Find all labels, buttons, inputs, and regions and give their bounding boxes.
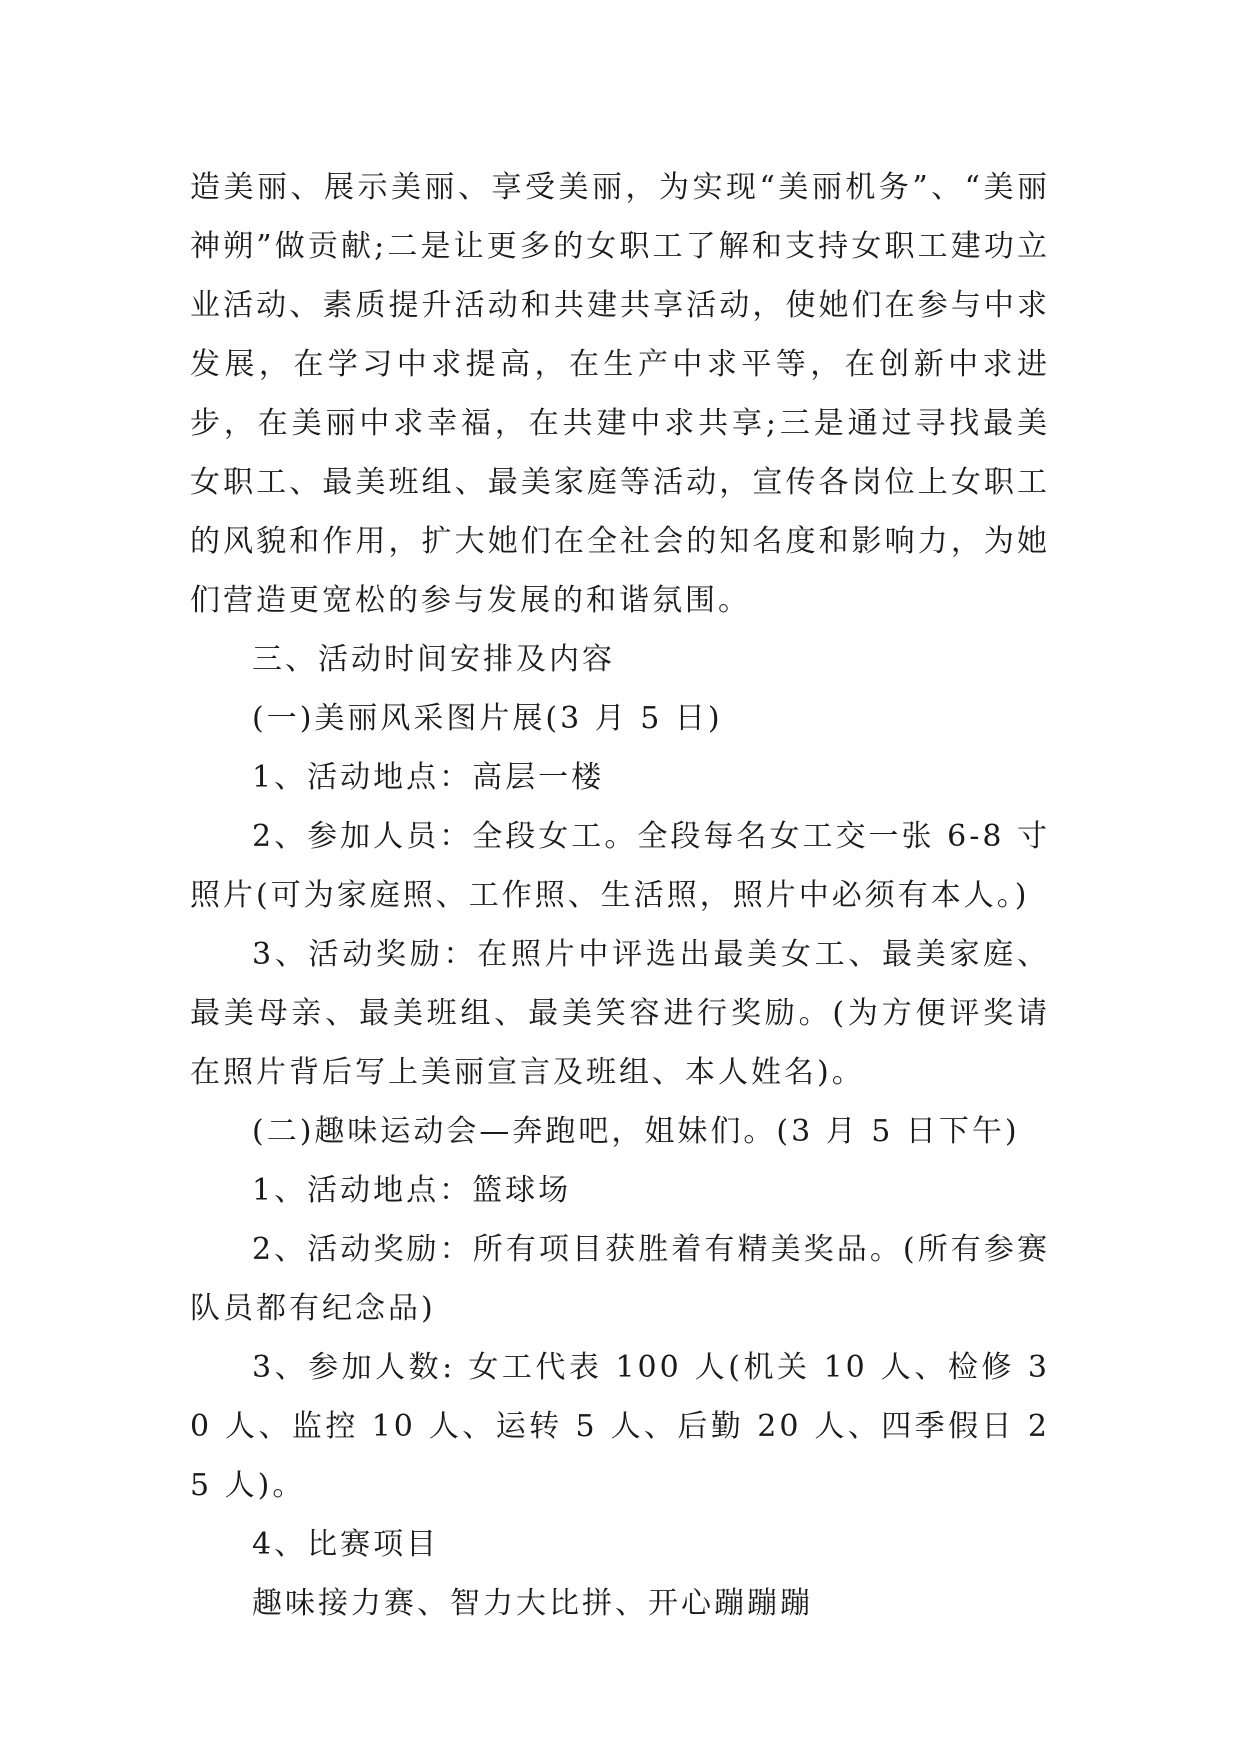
subsection-heading: (一)美丽风采图片展(3 月 5 日) [252, 701, 723, 736]
body-paragraph: 趣味接力赛、智力大比拼、开心蹦蹦蹦 [252, 1586, 813, 1621]
subsection-heading: (二)趣味运动会—奔跑吧，姐妹们。(3 月 5 日下午) [252, 1114, 1020, 1149]
list-item: 4、比赛项目 [252, 1527, 440, 1562]
list-item: 2、参加人员：全段女工。全段每名女工交一张 6-8 寸照片(可为家庭照、工作照、生活照，照片中必须有本人。) [190, 819, 1050, 913]
list-item: 2、活动奖励：所有项目获胜着有精美奖品。(所有参赛队员都有纪念品) [190, 1232, 1050, 1326]
list-item: 1、活动地点：篮球场 [252, 1173, 572, 1208]
document-body [190, 158, 1050, 1633]
list-item: 3、活动奖励：在照片中评选出最美女工、最美家庭、最美母亲、最美班组、最美笑容进行奖励。(为方便评奖请在照片背后写上美丽宣言及班组、本人姓名)。 [190, 937, 1050, 1090]
list-item: 1、活动地点：高层一楼 [252, 760, 605, 795]
list-item: 3、参加人数: 女工代表 100 人(机关 10 人、检修 30 人、监控 10 人、运转 5 人、后勤 20 人、四季假日 25 人)。 [190, 1350, 1050, 1503]
section-heading: 三、活动时间安排及内容 [252, 642, 615, 677]
body-paragraph: 造美丽、展示美丽、享受美丽，为实现“美丽机务”、“美丽神朔”做贡献;二是让更多的女职工了解和支持女职工建功立业活动、素质提升活动和共建共享活动，使她们在参与中求发展，在学习中求提高，在生产中求平等，在创新中求进步，在美丽中求幸福，在共建中求共享;三是通过寻找最美女职工、最美班组、最美家庭等活动，宣传各岗位上女职工的风貌和作用，扩大她们在全社会的知名度和影响力，为她们营造更宽松的参与发展的和谐氛围。 [190, 170, 1050, 618]
